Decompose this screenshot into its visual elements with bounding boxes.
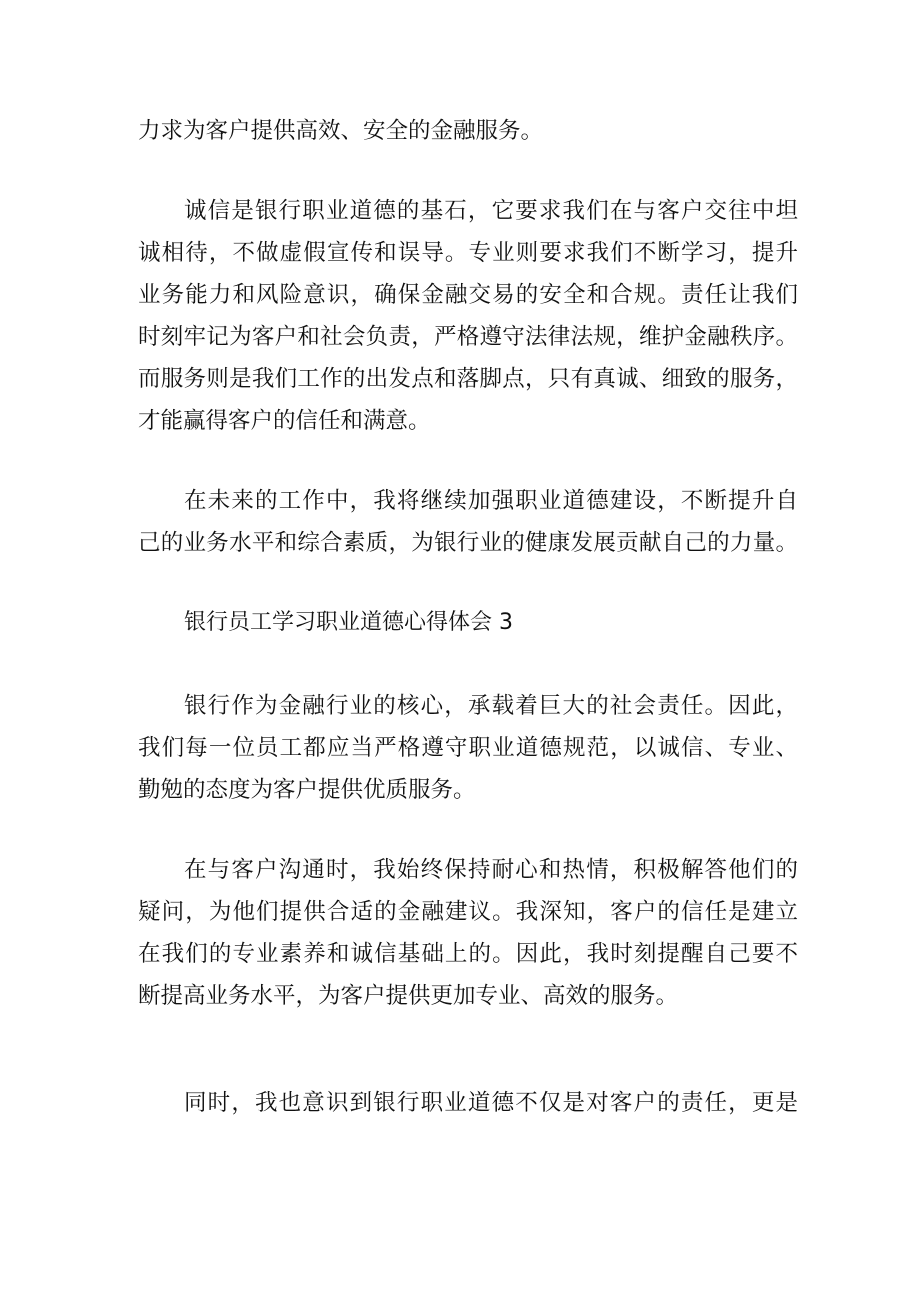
paragraph-line: 力求为客户提供高效、安全的金融服务。: [138, 118, 544, 144]
paragraph-line: 诚信是银行职业道德的基石，它要求我们在与客户交往中坦: [184, 198, 798, 224]
paragraph-line: 时刻牢记为客户和社会负责，严格遵守法律法规，维护金融秩序。: [138, 324, 798, 350]
paragraph-line: 业务能力和风险意识，确保金融交易的安全和合规。责任让我们: [138, 282, 798, 308]
paragraph-line: 断提高业务水平，为客户提供更加专业、高效的服务。: [138, 983, 679, 1009]
section-heading: 银行员工学习职业道德心得体会 3: [184, 610, 513, 635]
paragraph-line: 己的业务水平和综合素质，为银行业的健康发展贡献自己的力量。: [138, 530, 798, 556]
paragraph-line: 我们每一位员工都应当严格遵守职业道德规范，以诚信、专业、: [138, 735, 798, 761]
paragraph-line: 银行作为金融行业的核心，承载着巨大的社会责任。因此，: [184, 693, 798, 719]
paragraph-line: 在我们的专业素养和诚信基础上的。因此，我时刻提醒自己要不: [138, 941, 798, 967]
paragraph-line: 在与客户沟通时，我始终保持耐心和热情，积极解答他们的: [184, 857, 798, 883]
paragraph-line: 在未来的工作中，我将继续加强职业道德建设，不断提升自: [184, 488, 798, 514]
paragraph-line: 同时，我也意识到银行职业道德不仅是对客户的责任，更是: [184, 1090, 798, 1116]
paragraph-line: 疑问，为他们提供合适的金融建议。我深知，客户的信任是建立: [138, 899, 798, 925]
paragraph-line: 才能赢得客户的信任和满意。: [138, 408, 431, 434]
paragraph-line: 而服务则是我们工作的出发点和落脚点，只有真诚、细致的服务，: [138, 366, 798, 392]
paragraph-line: 诚相待，不做虚假宣传和误导。专业则要求我们不断学习，提升: [138, 240, 798, 266]
paragraph-line: 勤勉的态度为客户提供优质服务。: [138, 777, 476, 803]
